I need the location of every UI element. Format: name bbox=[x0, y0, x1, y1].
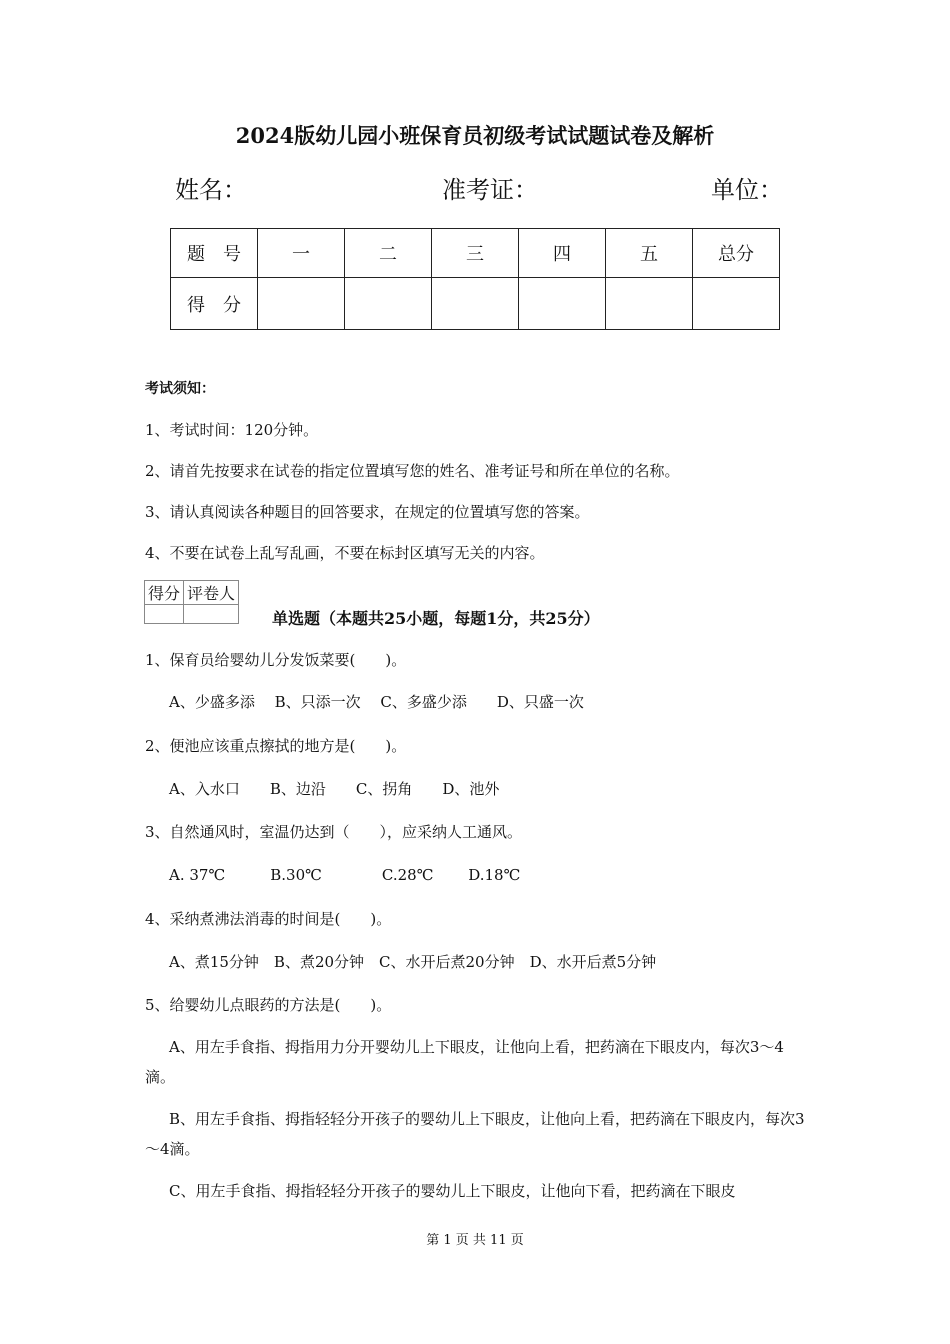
question-options: A、煮15分钟 B、煮20分钟 C、水开后煮20分钟 D、水开后煮5分钟 bbox=[169, 953, 657, 971]
question-options: A. 37℃ B.30℃ C.28℃ D.18℃ bbox=[169, 866, 521, 884]
score-header-cell: 三 bbox=[432, 229, 519, 278]
notice-item: 3、请认真阅读各种题目的回答要求，在规定的位置填写您的答案。 bbox=[145, 503, 590, 521]
score-cell-blank bbox=[258, 278, 345, 330]
score-cell-blank bbox=[345, 278, 432, 330]
notice-item: 4、不要在试卷上乱写乱画，不要在标封区填写无关的内容。 bbox=[145, 544, 545, 562]
grader-box bbox=[144, 580, 239, 624]
grader-name-label: 评卷人 bbox=[184, 581, 239, 605]
score-cell-blank bbox=[432, 278, 519, 330]
question-options: A、入水口 B、边沿 C、拐角 D、池外 bbox=[169, 780, 500, 798]
question-text: 3、自然通风时，室温仍达到（ ），应采纳人工通风。 bbox=[145, 823, 523, 841]
notice-item: 1、考试时间：120分钟。 bbox=[145, 421, 319, 439]
score-cell-blank bbox=[519, 278, 606, 330]
score-header-cell: 总分 bbox=[693, 229, 780, 278]
grader-score-blank bbox=[145, 605, 184, 624]
answer-option-a: A、用左手食指、拇指用力分开婴幼儿上下眼皮，让他向上看，把药滴在下眼皮内，每次3～4滴。 bbox=[145, 1038, 784, 1086]
answer-option-b: B、用左手食指、拇指轻轻分开孩子的婴幼儿上下眼皮，让他向上看，把药滴在下眼皮内，每次3～4滴。 bbox=[145, 1110, 805, 1158]
name-field-label: 姓名： bbox=[175, 176, 247, 204]
section-heading: 单选题（本题共25小题，每题1分，共25分） bbox=[272, 609, 600, 628]
answer-option-c: C、用左手食指、拇指轻轻分开孩子的婴幼儿上下眼皮，让他向下看，把药滴在下眼皮 bbox=[169, 1182, 736, 1200]
question-text: 1、保育员给婴幼儿分发饭菜要( )。 bbox=[145, 651, 407, 669]
score-table bbox=[170, 228, 780, 330]
exam-number-field-label: 准考证： bbox=[442, 176, 538, 204]
notice-item: 2、请首先按要求在试卷的指定位置填写您的姓名、准考证号和所在单位的名称。 bbox=[145, 462, 680, 480]
page-footer: 第 1 页 共 11 页 bbox=[426, 1233, 524, 1248]
score-header-cell: 五 bbox=[606, 229, 693, 278]
unit-field-label: 单位： bbox=[711, 176, 783, 204]
question-text: 5、给婴幼儿点眼药的方法是( )。 bbox=[145, 996, 392, 1014]
score-row-label: 得 分 bbox=[171, 278, 258, 330]
question-text: 2、便池应该重点擦拭的地方是( )。 bbox=[145, 737, 407, 755]
score-header-cell: 一 bbox=[258, 229, 345, 278]
score-header-cell: 二 bbox=[345, 229, 432, 278]
question-options: A、少盛多添 B、只添一次 C、多盛少添 D、只盛一次 bbox=[169, 693, 584, 711]
score-cell-blank bbox=[606, 278, 693, 330]
score-header-cell: 题 号 bbox=[171, 229, 258, 278]
score-cell-blank bbox=[693, 278, 780, 330]
score-table-header-row bbox=[171, 229, 780, 278]
score-table-score-row bbox=[171, 278, 780, 330]
page-title: 2024版幼儿园小班保育员初级考试试题试卷及解析 bbox=[235, 123, 715, 148]
grader-score-label: 得分 bbox=[145, 581, 184, 605]
question-text: 4、采纳煮沸法消毒的时间是( )。 bbox=[145, 910, 392, 928]
notice-heading: 考试须知： bbox=[145, 381, 215, 397]
grader-name-blank bbox=[184, 605, 239, 624]
score-header-cell: 四 bbox=[519, 229, 606, 278]
